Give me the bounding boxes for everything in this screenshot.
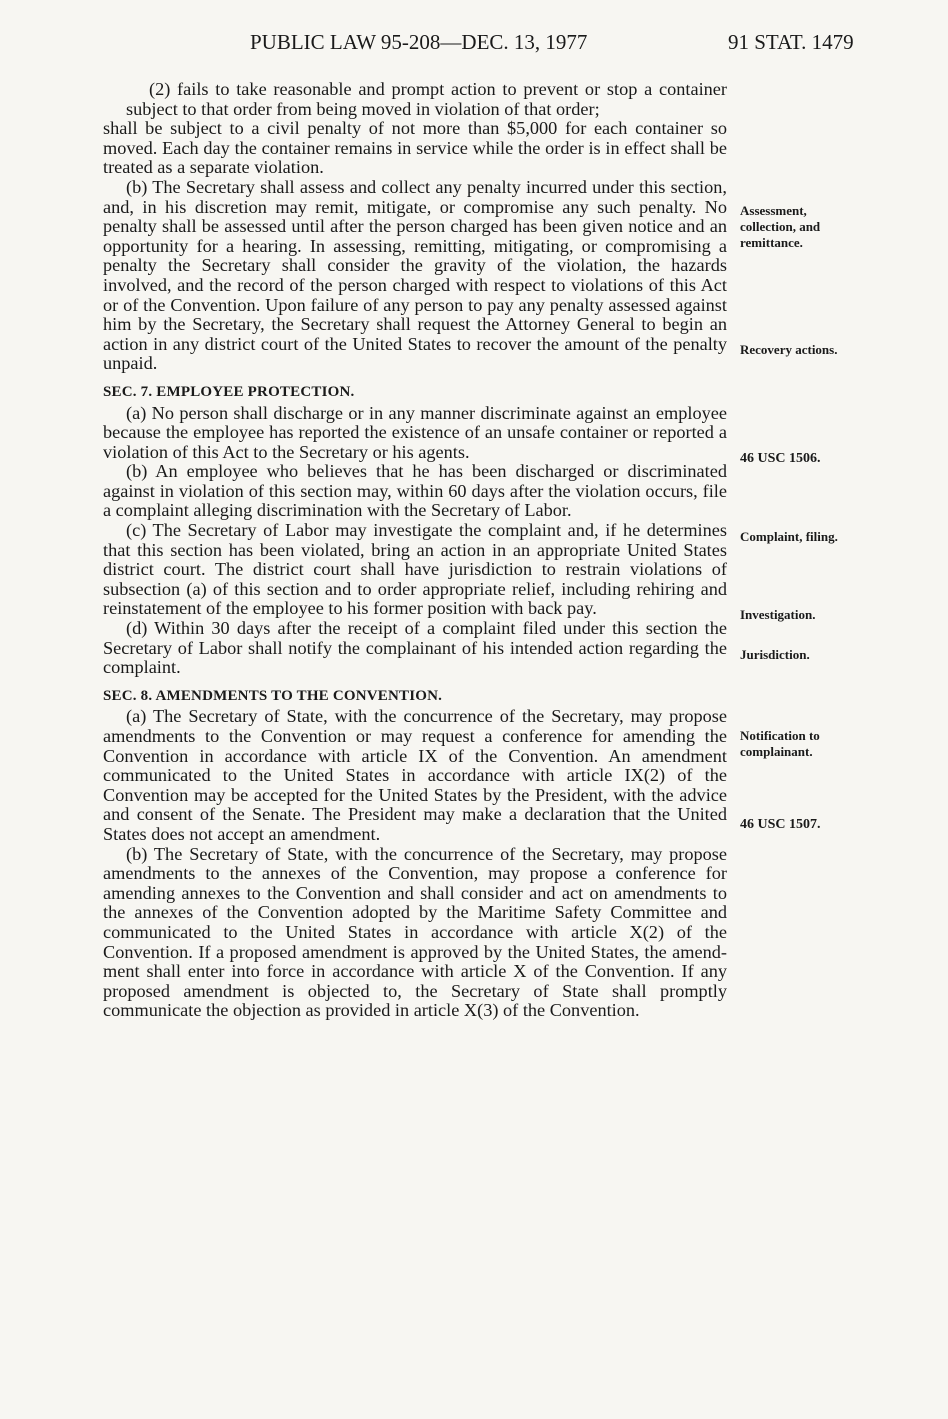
sec8-paragraph-b: (b) The Secretary of State, with the concurrence of the Secretary, may propose amendments to the annexes of the Convention, may propose a conference for amending annexes to the Convention and shall consider and act on amendments to the annexes of the Convention adopted by the Maritime Safety Committee and communicated to the United States in accordance with article X(2) of the Convention. If a proposed amendment is approved by the United States, the amendment shall enter into force in accordance with article X of the Convention. If any proposed amendment is objected to, the Secretary of State shall promptly communicate the objection as provided in article X(3) of the Convention. <box>103 843 727 1021</box>
paragraph-civil-penalty: shall be subject to a civil penalty of not more than $5,000 for each container so moved. Each day the container remains in service while the order is in effect shall be treated as a separate violation. <box>103 118 727 178</box>
margin-note-46-usc-1506: 46 USC 1506. <box>740 451 821 466</box>
margin-note-investigation: Investigation. <box>740 607 816 622</box>
section-7-heading: SEC. 7. EMPLOYEE PROTECTION. <box>103 383 355 400</box>
body-text <box>103 80 727 1021</box>
header-title: PUBLIC LAW 95-208—DEC. 13, 1977 <box>250 30 588 54</box>
margin-note-assessment: Assessment, collection, and remittance. <box>740 203 821 250</box>
sec7-paragraph-c: (c) The Secretary of Labor may investigate the complaint and, if he determines that this section has been violated, bring an action in an appropriate United States district court. The district court shall have jurisdiction to restrain violations of subsection (a) of this section and to order appropriate relief, including rehiring and reinstatement of the employee to his former position with back pay. <box>103 520 727 619</box>
section-8-heading: SEC. 8. AMENDMENTS TO THE CONVENTION. <box>103 687 443 704</box>
paragraph-2-fails-to-take-action: (2) fails to take reasonable and prompt action to prevent or stop a container subject to that order from being moved in violation of that order; <box>126 79 727 119</box>
header-stat-citation: 91 STAT. 1479 <box>728 30 854 54</box>
sec7-paragraph-d: (d) Within 30 days after the receipt of a complaint filed under this section the Secretary of Labor shall notify the complainant of his intended action regarding the complaint. <box>103 618 727 678</box>
sec8-paragraph-a: (a) The Secretary of State, with the concurrence of the Secretary, may propose amendments to the Convention or may request a conference for amending the Convention in accordance with article IX of the Convention. An amendment communicated to the United States in accordance with article IX(2) of the Convention may be accepted for the United States by the President, with the advice and consent of the Senate. The President may make a declaration that the United States does not accept an amendment. <box>103 706 727 844</box>
margin-note-notification: Notification to complainant. <box>740 728 820 759</box>
sec7-paragraph-b: (b) An employee who believes that he has been discharged or discriminated against in violation of this section may, within 60 days after the violation occurs, file a complaint alleging discrimination with the Secretary of Labor. <box>103 461 727 521</box>
margin-note-recovery: Recovery actions. <box>740 342 838 357</box>
margin-note-46-usc-1507: 46 USC 1507. <box>740 817 821 832</box>
margin-note-complaint: Complaint, filing. <box>740 529 838 544</box>
paragraph-b-assess-penalty: (b) The Secretary shall assess and collect any penalty incurred under this section, and, in his discretion may remit, mitigate, or compromise any such penalty. No penalty shall be assessed until after the person charged has been given notice and an opportunity for a hearing. In assessing, remitting, mitigating, or compromising a penalty the Secretary shall consider the gravity of the violation, the hazards involved, and the record of the person charged with respect to violations of this Act or of the Convention. Upon failure of any person to pay any penalty assessed against him by the Secretary, the Secretary shall request the Attorney General to begin an action in any district court of the United States to recover the amount of the penalty unpaid. <box>103 176 727 374</box>
margin-note-jurisdiction: Jurisdiction. <box>740 647 810 662</box>
sec7-paragraph-a: (a) No person shall discharge or in any manner discriminate against an employee because the employee has reported the existence of an unsafe container or reported a violation of this Act to the Secretary or his agents. <box>103 402 727 462</box>
page-header <box>0 30 948 60</box>
